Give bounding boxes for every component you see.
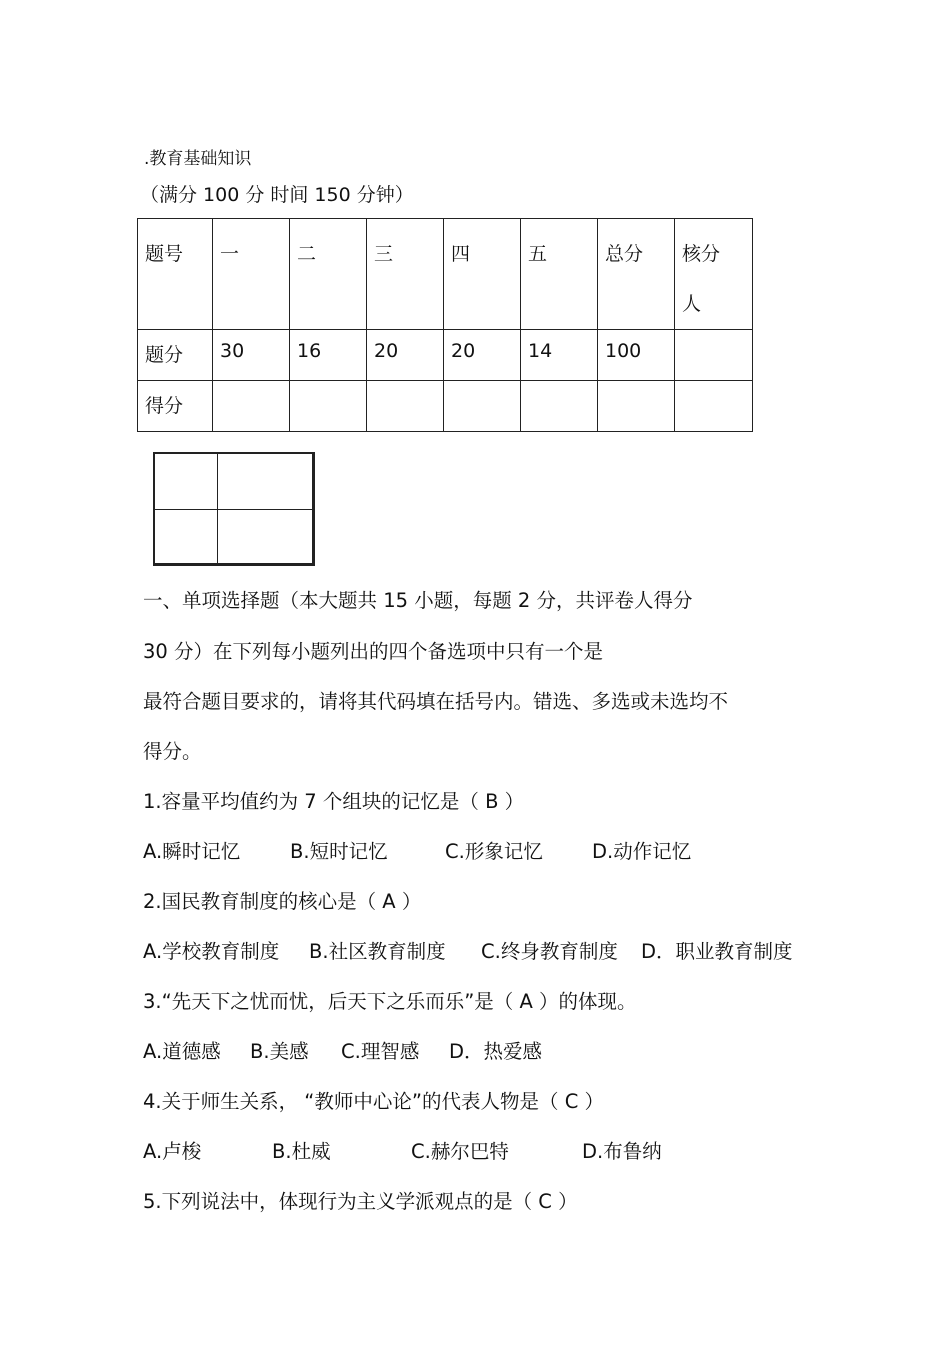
question-2-option-d: D．职业教育制度 [641, 940, 793, 963]
question-2-stem: 2.国民教育制度的核心是（ A ） [143, 890, 422, 913]
question-4-option-d: D.布鲁纳 [582, 1140, 662, 1163]
question-4-option-a: A.卢梭 [143, 1140, 202, 1163]
table-cell[interactable] [290, 381, 367, 432]
question-1-option-a: A.瞬时记忆 [143, 840, 241, 863]
section-instructions-line-4: 得分。 [143, 740, 202, 763]
table-cell[interactable] [367, 381, 444, 432]
grader-score-box [153, 452, 315, 566]
box-divider-horizontal [155, 509, 312, 510]
row-label: 题分 [138, 330, 213, 381]
question-1-option-c: C.形象记忆 [445, 840, 543, 863]
header-cell: 四 [444, 219, 521, 330]
document-title: .教育基础知识 [144, 149, 252, 169]
header-cell: 一 [213, 219, 290, 330]
question-2-option-c: C.终身教育制度 [481, 940, 618, 963]
header-cell: 题号 [138, 219, 213, 330]
table-row [138, 330, 753, 381]
header-cell: 总分 [598, 219, 675, 330]
table-cell [675, 330, 753, 381]
section-instructions-line-1: 一、单项选择题（本大题共 15 小题，每题 2 分，共评卷人得分 [143, 589, 693, 612]
section-instructions-line-2: 30 分）在下列每小题列出的四个备选项中只有一个是 [143, 640, 604, 663]
table-cell: 14 [521, 330, 598, 381]
table-cell[interactable] [521, 381, 598, 432]
question-4-stem: 4.关于师生关系， “教师中心论”的代表人物是（ C ） [143, 1090, 605, 1113]
table-cell[interactable] [213, 381, 290, 432]
table-cell: 30 [213, 330, 290, 381]
question-1-stem: 1.容量平均值约为 7 个组块的记忆是（ B ） [143, 790, 525, 813]
table-row [138, 219, 753, 330]
header-cell: 三 [367, 219, 444, 330]
table-cell: 100 [598, 330, 675, 381]
question-3-option-d: D．热爱感 [449, 1040, 543, 1063]
header-cell: 二 [290, 219, 367, 330]
table-cell[interactable] [675, 381, 753, 432]
table-cell: 20 [444, 330, 521, 381]
question-3-option-c: C.理智感 [341, 1040, 420, 1063]
question-1-option-d: D.动作记忆 [592, 840, 692, 863]
section-instructions-line-3: 最符合题目要求的，请将其代码填在括号内。错选、多选或未选均不 [143, 690, 729, 713]
question-4-option-b: B.杜威 [272, 1140, 331, 1163]
header-cell: 五 [521, 219, 598, 330]
question-1-option-b: B.短时记忆 [290, 840, 388, 863]
question-3-option-a: A.道德感 [143, 1040, 221, 1063]
table-cell: 20 [367, 330, 444, 381]
question-5-stem: 5.下列说法中，体现行为主义学派观点的是（ C ） [143, 1190, 578, 1213]
question-4-option-c: C.赫尔巴特 [411, 1140, 509, 1163]
row-label: 得分 [138, 381, 213, 432]
table-row [138, 381, 753, 432]
question-3-option-b: B.美感 [250, 1040, 309, 1063]
question-3-stem: 3.“先天下之忧而忧，后天下之乐而乐”是（ A ）的体现。 [143, 990, 637, 1013]
table-cell[interactable] [444, 381, 521, 432]
question-2-option-b: B.社区教育制度 [309, 940, 446, 963]
table-cell[interactable] [598, 381, 675, 432]
header-cell: 核分人 [675, 219, 753, 330]
question-2-option-a: A.学校教育制度 [143, 940, 280, 963]
score-table [137, 218, 753, 432]
table-cell: 16 [290, 330, 367, 381]
exam-info: （满分 100 分 时间 150 分钟） [140, 184, 414, 206]
